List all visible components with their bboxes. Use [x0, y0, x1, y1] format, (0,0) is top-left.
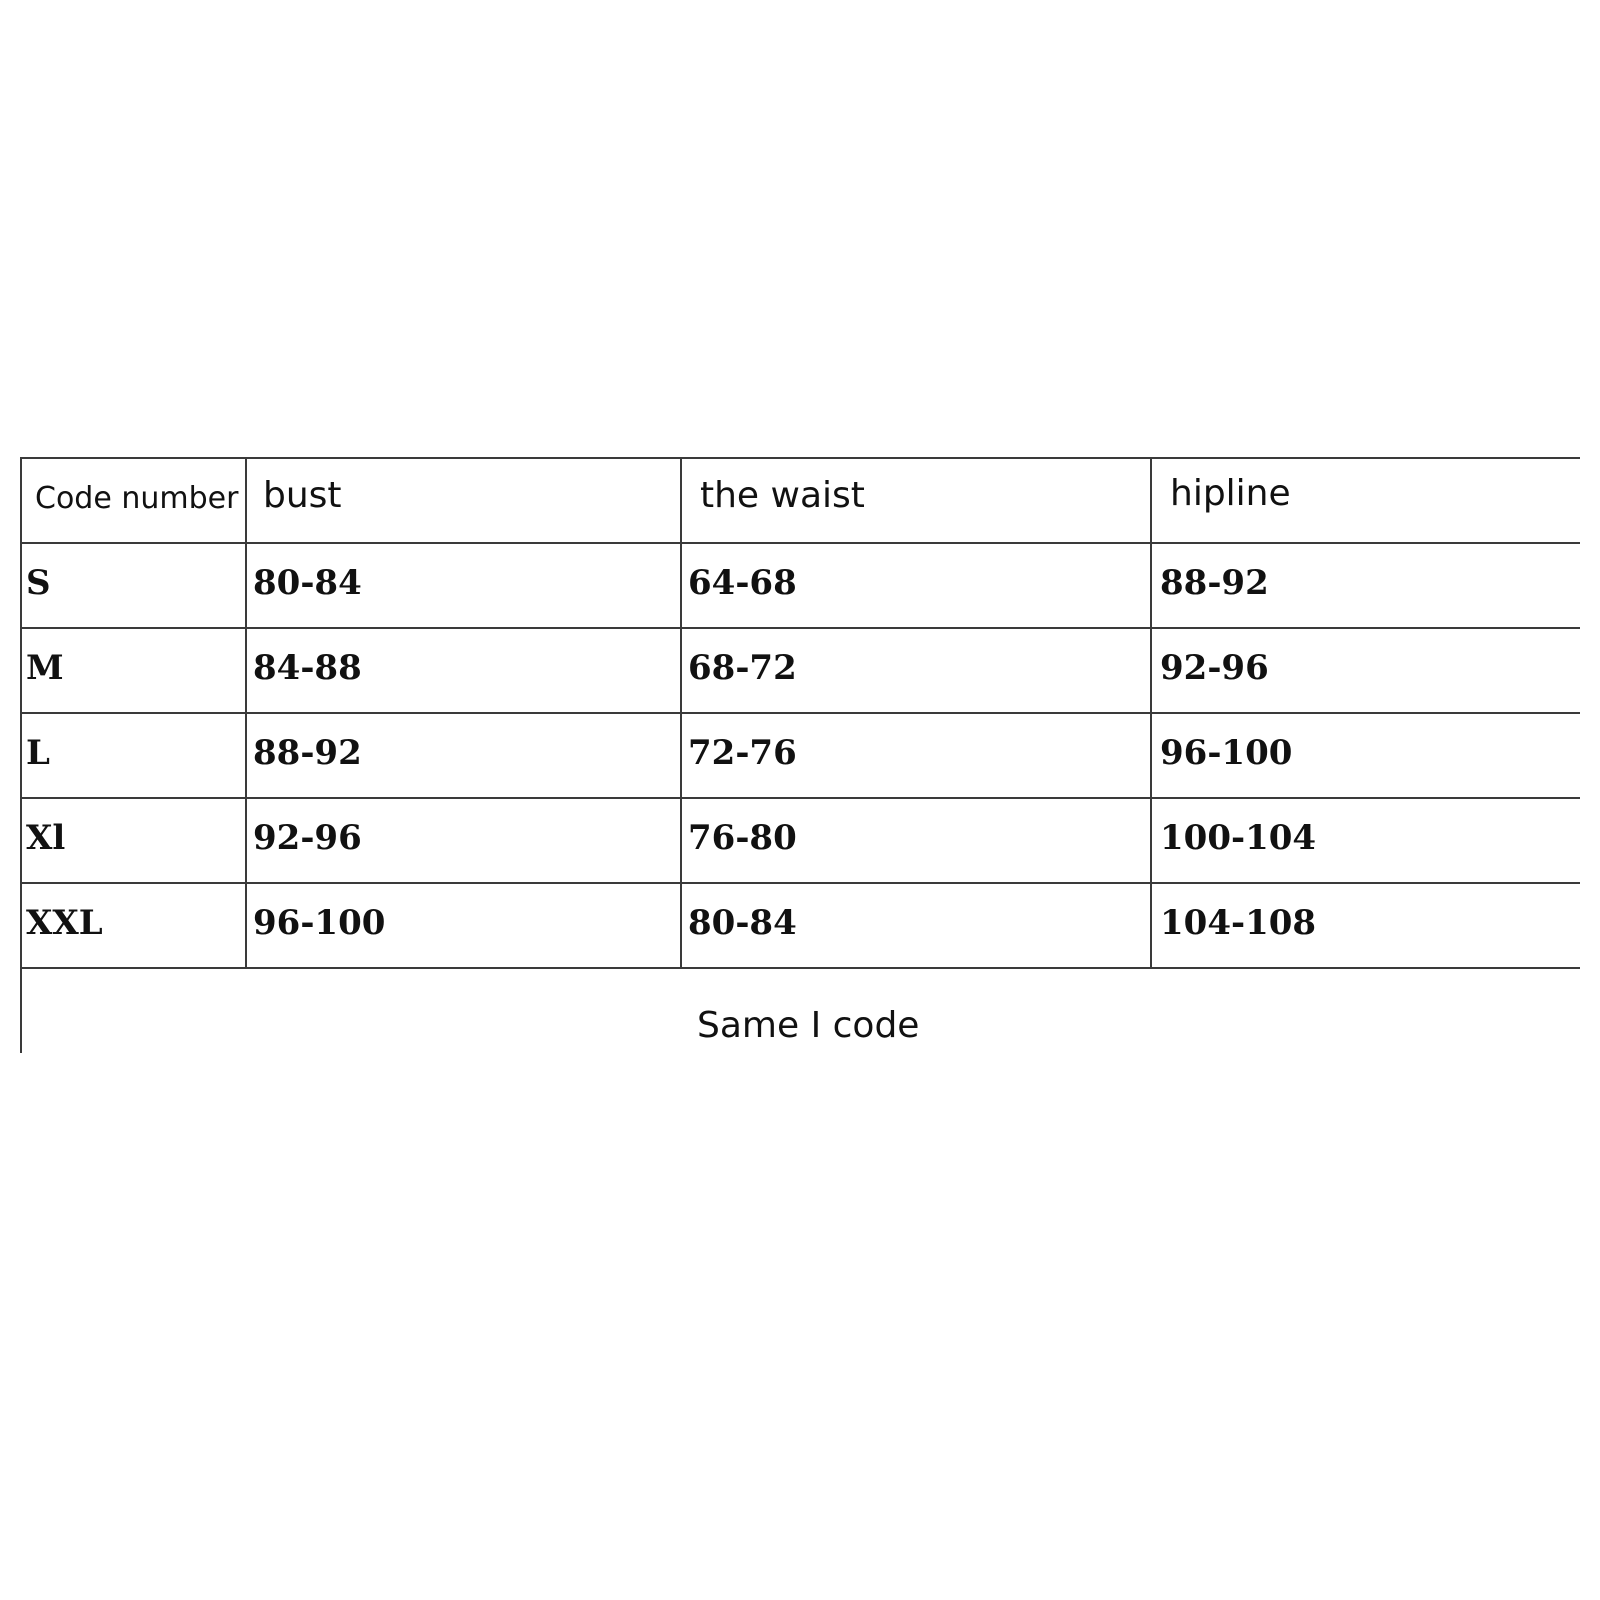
size-code-cell: XXL [26, 903, 103, 943]
hipline-cell: 96-100 [1160, 733, 1293, 773]
header-waist: the waist [700, 475, 865, 516]
hipline-cell: 104-108 [1160, 903, 1317, 943]
header-hipline: hipline [1170, 473, 1291, 514]
header-bust: bust [263, 475, 342, 516]
size-code-cell: M [26, 648, 64, 688]
bust-cell: 88-92 [253, 733, 362, 773]
waist-cell: 72-76 [688, 733, 797, 773]
column-divider [680, 457, 682, 969]
header-code-number: Code number [35, 481, 239, 516]
bust-cell: 92-96 [253, 818, 362, 858]
footer-note: Same I code [697, 1005, 920, 1046]
size-code-cell: L [26, 733, 50, 773]
table-border-top [20, 457, 1580, 459]
row-divider [20, 797, 1580, 799]
column-divider [1150, 457, 1152, 969]
row-divider [20, 882, 1580, 884]
hipline-cell: 88-92 [1160, 563, 1269, 603]
waist-cell: 76-80 [688, 818, 797, 858]
column-divider [245, 457, 247, 969]
row-divider [20, 542, 1580, 544]
table-border-left [20, 457, 22, 1053]
waist-cell: 80-84 [688, 903, 797, 943]
bust-cell: 80-84 [253, 563, 362, 603]
waist-cell: 64-68 [688, 563, 797, 603]
hipline-cell: 92-96 [1160, 648, 1269, 688]
bust-cell: 84-88 [253, 648, 362, 688]
table-border-bottom [20, 967, 1580, 969]
size-chart-table [20, 457, 1580, 1057]
bust-cell: 96-100 [253, 903, 386, 943]
size-code-cell: Xl [26, 818, 66, 858]
waist-cell: 68-72 [688, 648, 797, 688]
hipline-cell: 100-104 [1160, 818, 1317, 858]
row-divider [20, 627, 1580, 629]
size-code-cell: S [26, 563, 51, 603]
row-divider [20, 712, 1580, 714]
